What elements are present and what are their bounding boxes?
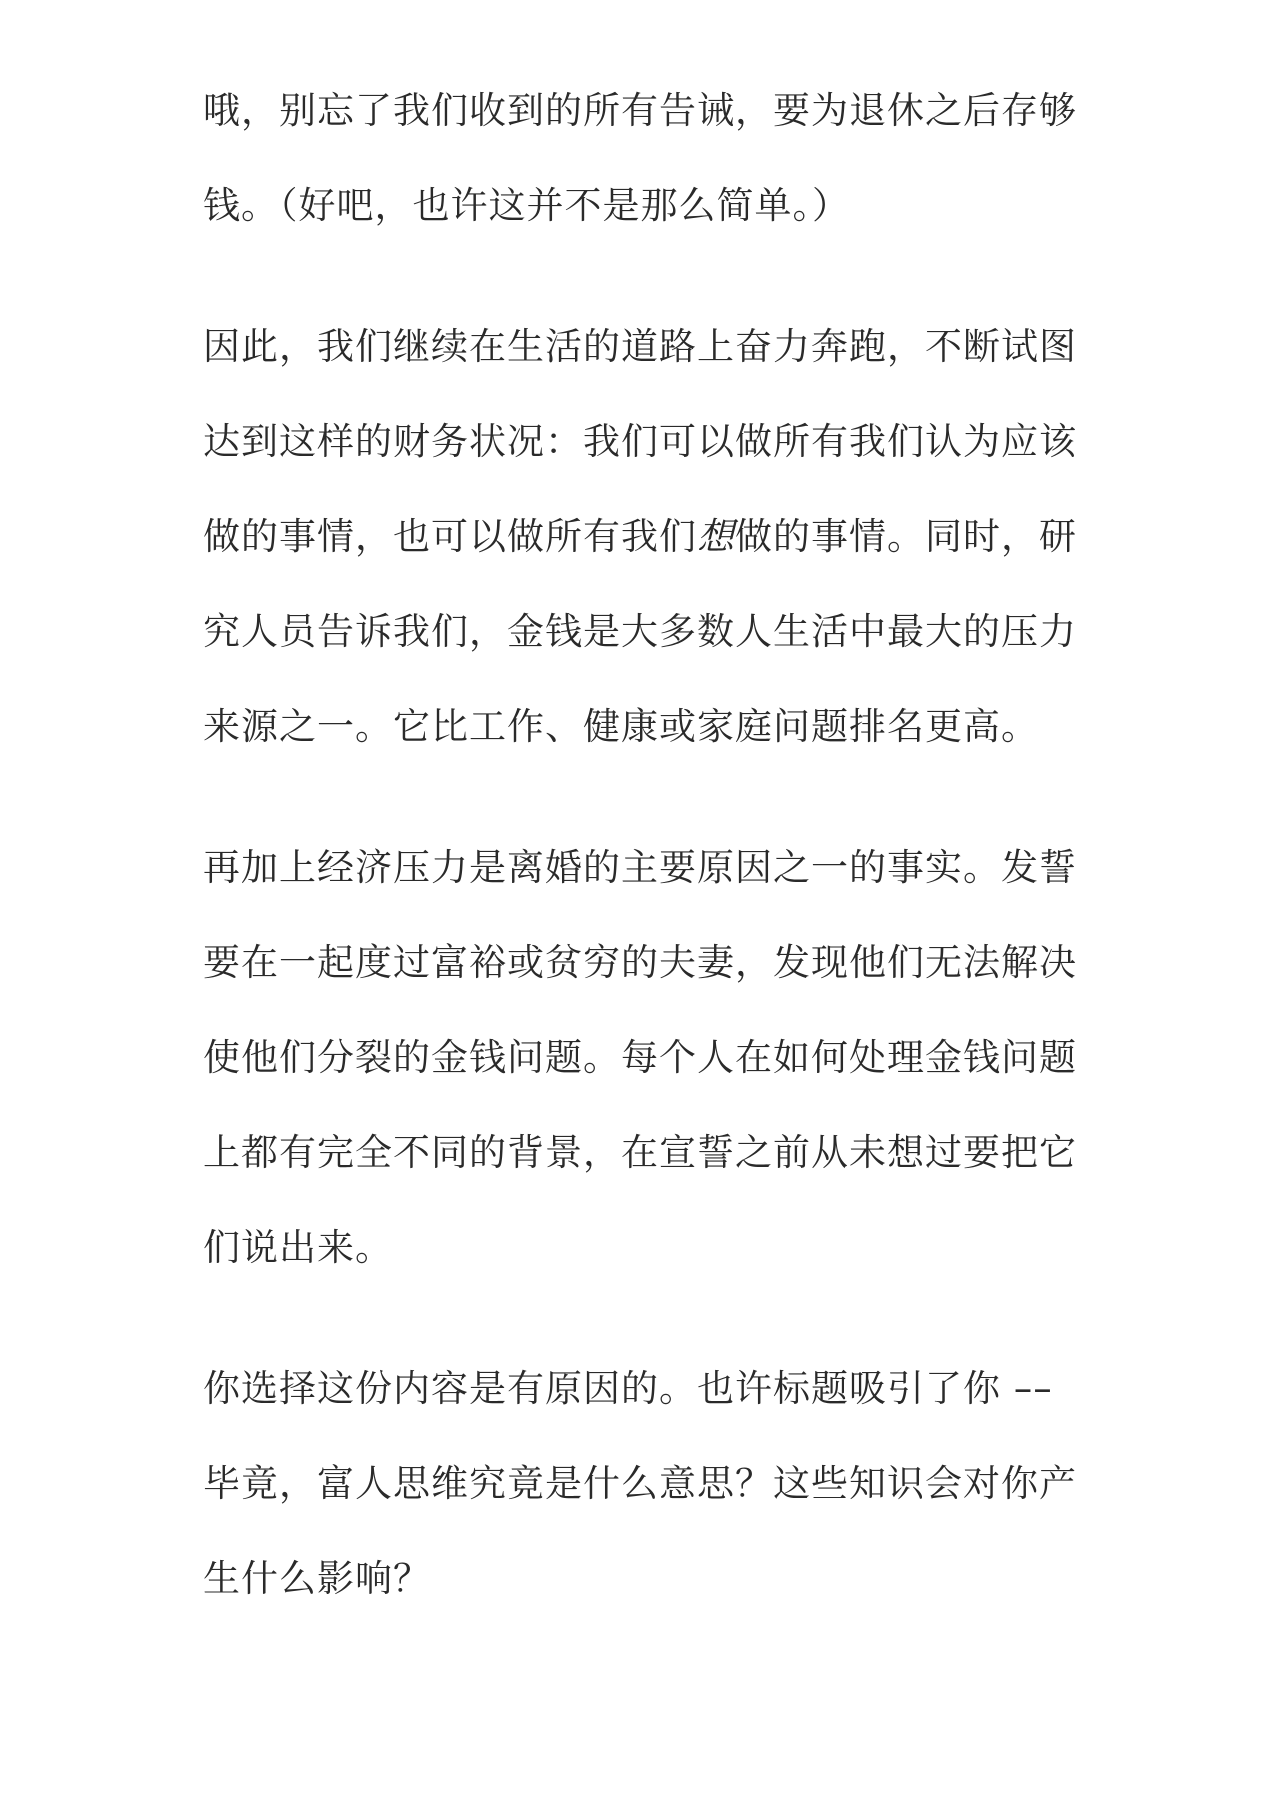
- text-line: 要在一起度过富裕或贫穷的夫妻，发现他们无法解决: [203, 941, 1077, 984]
- text-line: 哦，别忘了我们收到的所有告诫，要为退休之后存够: [203, 89, 1077, 132]
- text-segment: 做的事情，也可以做所有我们: [203, 515, 697, 558]
- paragraph-2: [203, 299, 1077, 774]
- text-line: 究人员告诉我们，金钱是大多数人生活中最大的压力: [203, 610, 1077, 653]
- text-line: 来源之一。它比工作、健康或家庭问题排名更高。: [203, 705, 1039, 748]
- text-line: 们说出来。: [203, 1226, 393, 1269]
- text-segment: 做的事情。同时，研: [735, 515, 1077, 558]
- paragraph-4: [203, 1341, 1077, 1626]
- text-line: 你选择这份内容是有原因的。也许标题吸引了你 ––: [203, 1367, 1053, 1410]
- paragraph-1: [203, 63, 1077, 253]
- text-line: 使他们分裂的金钱问题。每个人在如何处理金钱问题: [203, 1036, 1077, 1079]
- text-line: 因此，我们继续在生活的道路上奋力奔跑，不断试图: [203, 325, 1077, 368]
- page-text: [203, 63, 1077, 1626]
- text-line: 再加上经济压力是离婚的主要原因之一的事实。发誓: [203, 846, 1077, 889]
- text-line: 上都有完全不同的背景，在宣誓之前从未想过要把它: [203, 1131, 1077, 1174]
- text-line: [203, 489, 1077, 584]
- text-line: 生什么影响？: [203, 1557, 431, 1600]
- emphasis-text: 想: [697, 515, 735, 558]
- text-line: 毕竟，富人思维究竟是什么意思？这些知识会对你产: [203, 1462, 1077, 1505]
- text-line: 钱。（好吧，也许这并不是那么简单。）: [203, 184, 850, 227]
- paragraph-3: [203, 820, 1077, 1295]
- text-line: 达到这样的财务状况：我们可以做所有我们认为应该: [203, 420, 1077, 463]
